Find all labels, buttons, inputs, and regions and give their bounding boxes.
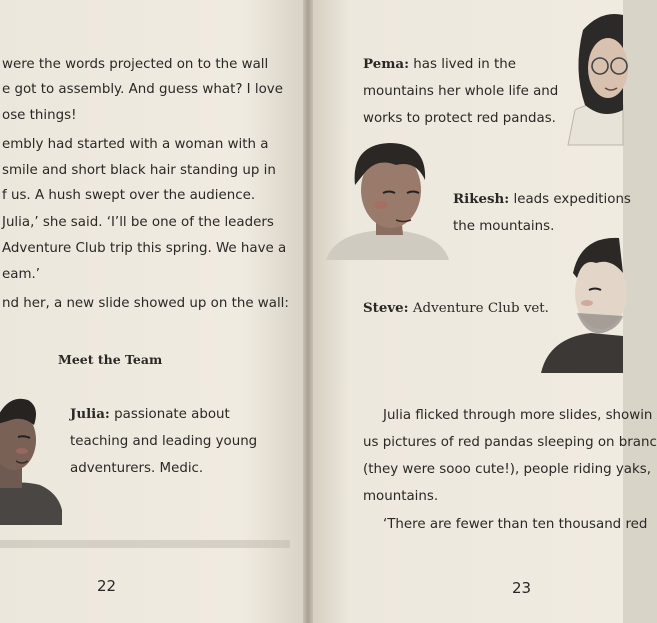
body-line: Adventure Club trip this spring. We have a: [2, 241, 287, 256]
body-line: f us. A hush swept over the audience.: [2, 188, 256, 203]
body-line: embly had started with a woman with a: [2, 137, 269, 152]
body-line: mountains.: [363, 489, 439, 504]
book-gutter: [303, 0, 313, 623]
rikesh-name: Rikesh:: [453, 191, 510, 207]
pema-desc-3: works to protect red pandas.: [363, 111, 556, 126]
pema-desc-2: mountains her whole life and: [363, 84, 559, 99]
body-line: Julia flicked through more slides, showin: [383, 408, 653, 423]
body-line: were the words projected on to the wall: [2, 57, 269, 72]
julia-desc-2: teaching and leading young: [70, 434, 258, 449]
steve-portrait: [541, 228, 623, 373]
steve-desc-1: Adventure Club vet.: [412, 301, 549, 316]
left-page: [0, 0, 303, 623]
julia-portrait: [0, 385, 66, 525]
body-line: ‘There are fewer than ten thousand red: [383, 517, 648, 532]
julia-name: Julia:: [70, 406, 110, 422]
page-shadow: [0, 540, 290, 548]
julia-desc-1: passionate about: [114, 407, 230, 422]
right-page: [313, 0, 657, 623]
body-line: smile and short black hair standing up in: [2, 163, 276, 178]
body-line: (they were sooo cute!), people riding yaks,: [363, 462, 651, 477]
julia-line-1: [70, 406, 230, 423]
body-line: us pictures of red pandas sleeping on branc: [363, 435, 657, 450]
page-number: 23: [512, 579, 532, 597]
body-line: e got to assembly. And guess what? I love: [2, 82, 283, 97]
body-line: ose things!: [2, 108, 77, 123]
body-line: Julia,’ she said. ‘I’ll be one of the leaders: [2, 215, 274, 230]
body-line: nd her, a new slide showed up on the wall:: [2, 296, 289, 311]
body-line: eam.’: [2, 267, 41, 282]
page-number: 22: [97, 577, 117, 595]
pema-line-1: [363, 56, 516, 73]
pema-name: Pema:: [363, 56, 410, 72]
rikesh-portrait: [321, 135, 451, 265]
steve-name: Steve:: [363, 300, 409, 316]
steve-line-1: [363, 300, 549, 317]
julia-desc-3: adventurers. Medic.: [70, 461, 204, 476]
pema-desc-1: has lived in the: [413, 57, 517, 72]
rikesh-desc-2: the mountains.: [453, 219, 555, 234]
slide-heading: Meet the Team: [58, 352, 163, 367]
rikesh-desc-1: leads expeditions: [513, 192, 631, 207]
pema-portrait: [563, 10, 623, 145]
rikesh-line-1: [453, 191, 631, 208]
